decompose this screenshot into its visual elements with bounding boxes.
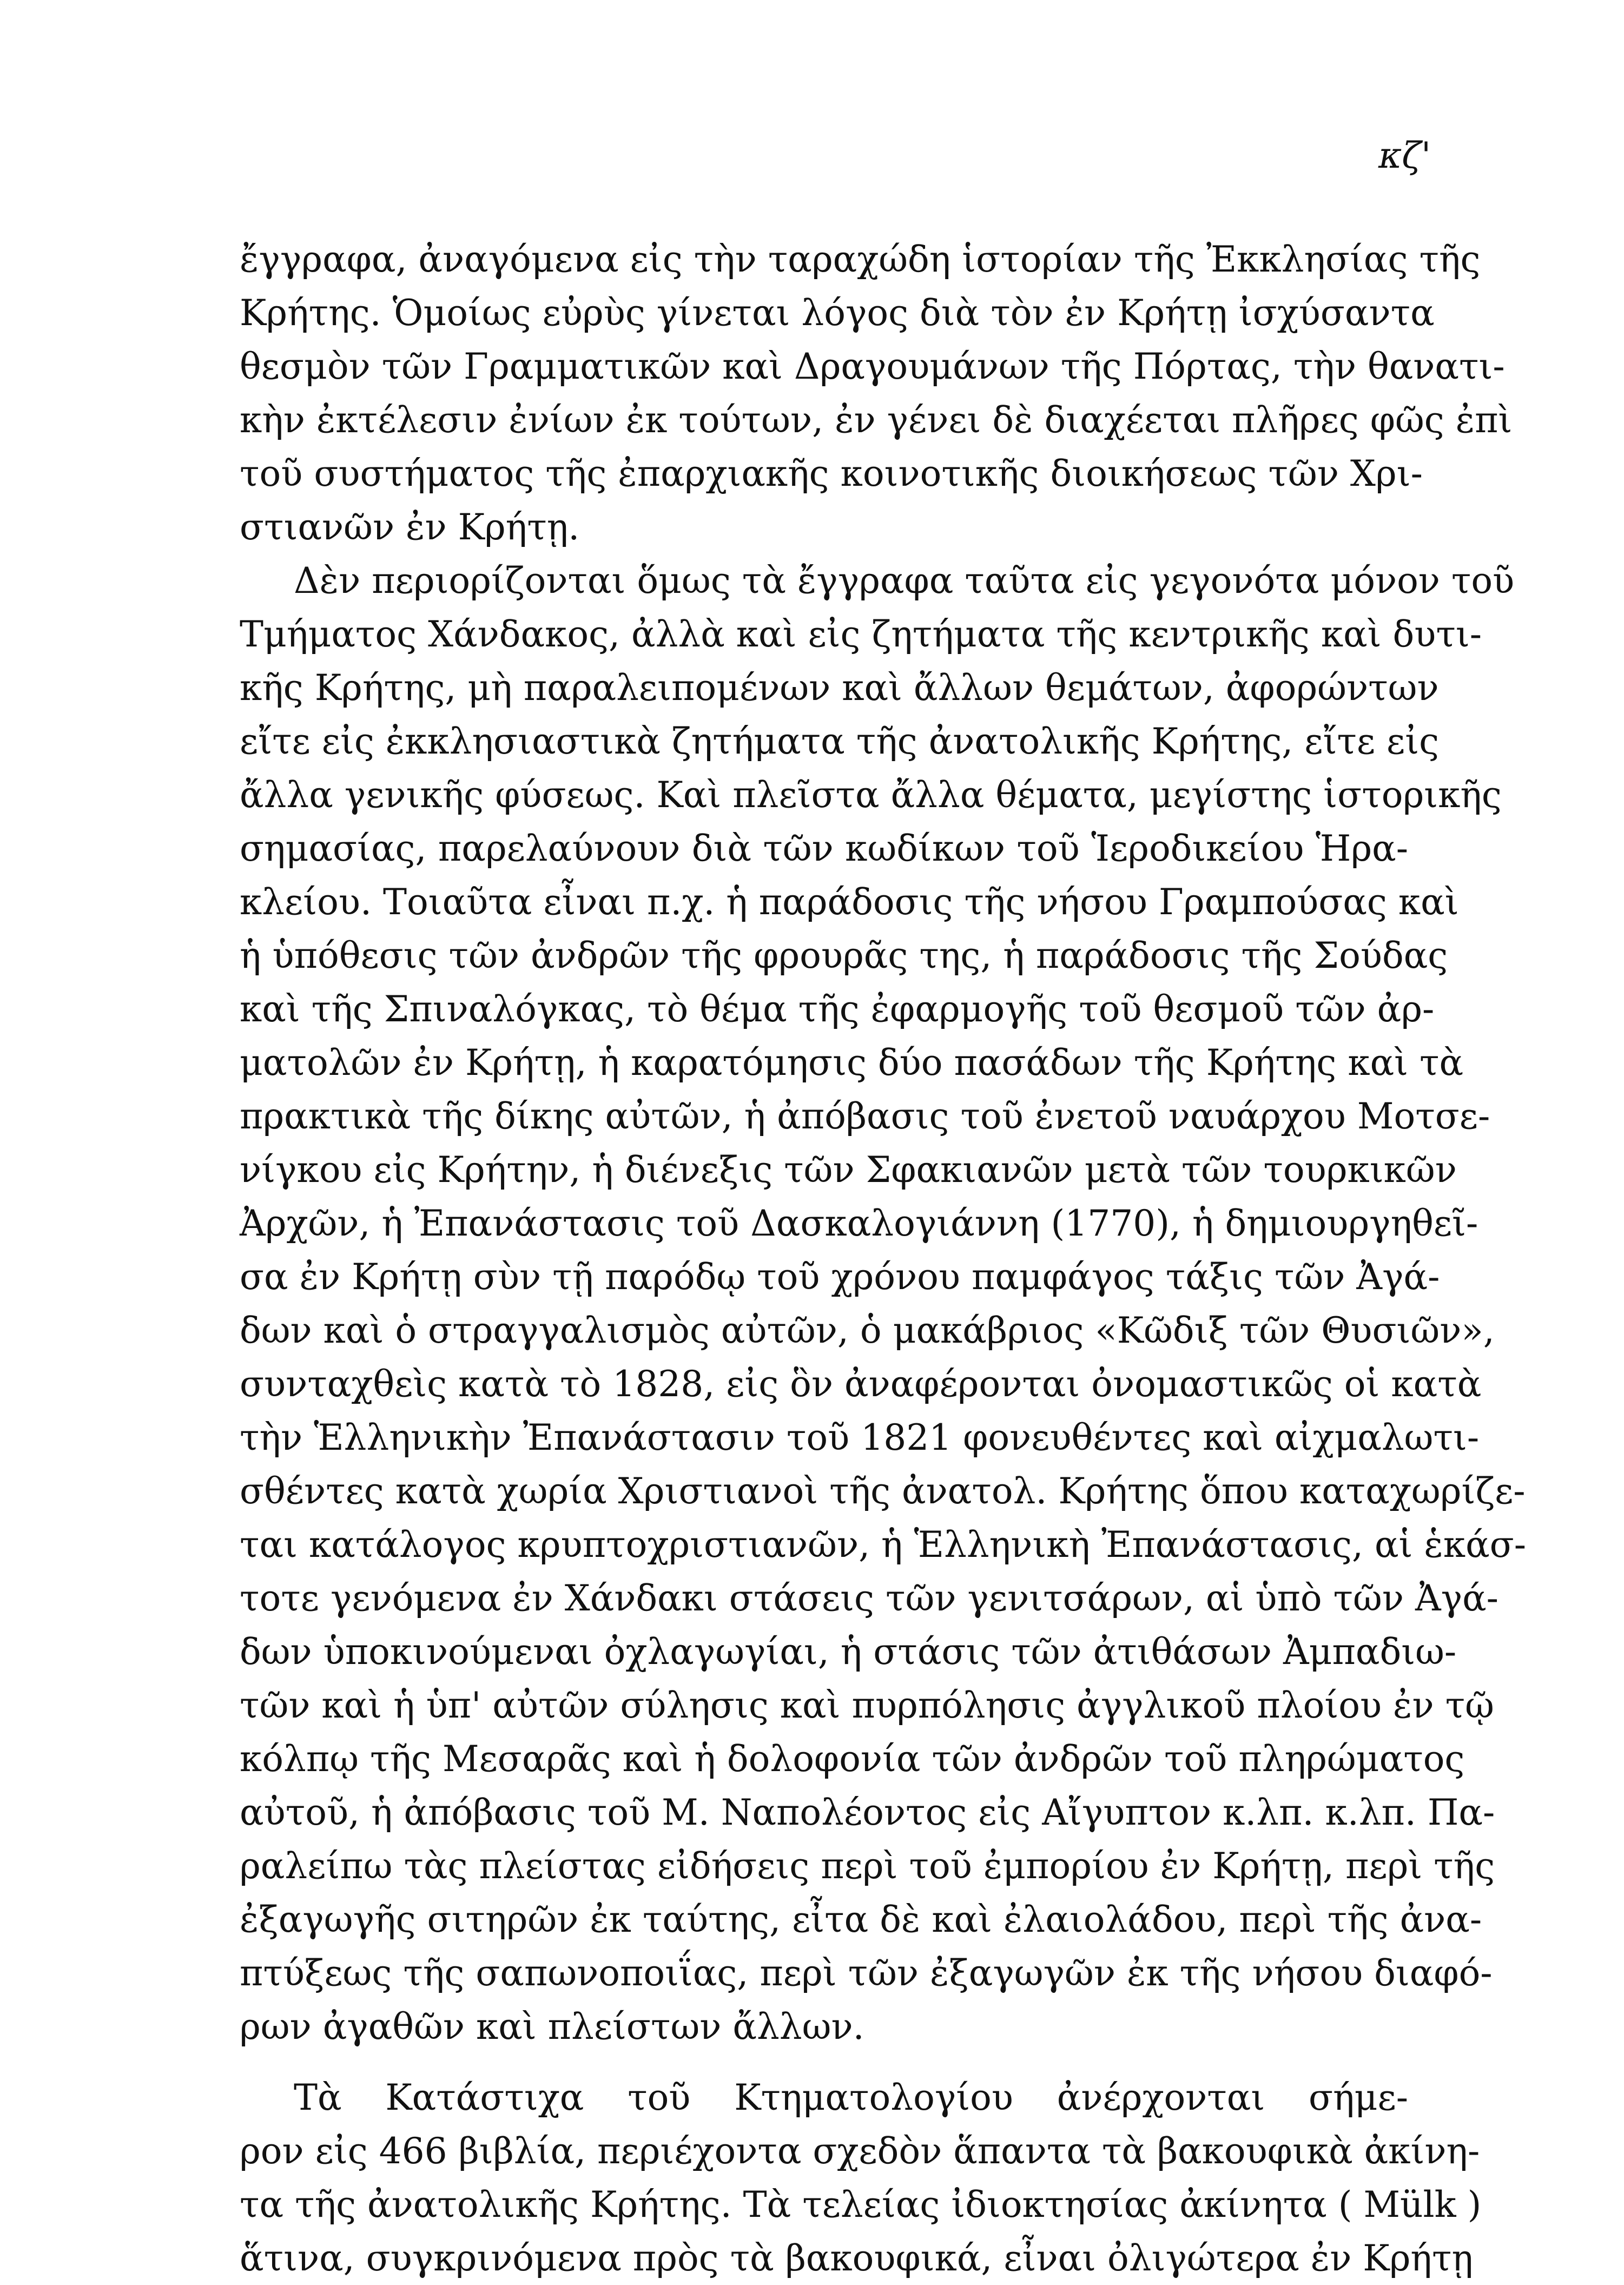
text-line: Τμήματος Χάνδακος, ἀλλὰ καὶ εἰς ζητήματα τῆς κεντρικῆς καὶ δυτι- [240,613,1482,655]
text-line: ἅτινα, συγκρινόμενα πρὸς τὰ βακουφικά, εἶναι ὀλιγώτερα ἐν Κρήτῃ [240,2237,1473,2279]
text-line: ἡ ὑπόθεσις τῶν ἀνδρῶν τῆς φρουρᾶς της, ἡ παράδοσις τῆς Σούδας [240,935,1448,976]
text-line: Τὰ Κατάστιχα τοῦ Κτηματολογίου ἀνέρχονται σήμε- [294,2077,1408,2118]
paragraph [240,554,1526,2053]
text-line: τὴν Ἑλληνικὴν Ἐπανάστασιν τοῦ 1821 φονευθέντες καὶ αἰχμαλωτι- [240,1417,1480,1458]
text-line: τοτε γενόμενα ἐν Χάνδακι στάσεις τῶν γενιτσάρων, αἱ ὑπὸ τῶν Ἀγά- [240,1577,1498,1619]
text-line: καὶ τῆς Σπιναλόγκας, τὸ θέμα τῆς ἐφαρμογῆς τοῦ θεσμοῦ τῶν ἀρ- [240,988,1435,1030]
text-line: κὴν ἐκτέλεσιν ἐνίων ἐκ τούτων, ἐν γένει δὲ διαχέεται πλῆρες φῶς ἐπὶ [240,399,1513,441]
text-line: ματολῶν ἐν Κρήτῃ, ἡ καρατόμησις δύο πασάδων τῆς Κρήτης καὶ τὰ [240,1042,1464,1084]
text-line: εἴτε εἰς ἐκκλησιαστικὰ ζητήματα τῆς ἀνατολικῆς Κρήτης, εἴτε εἰς [240,721,1440,762]
text-line: κλείου. Τοιαῦτα εἶναι π.χ. ἡ παράδοσις τῆς νήσου Γραμπούσας καὶ [240,881,1459,923]
text-line: τοῦ συστήματος τῆς ἐπαρχιακῆς κοινοτικῆς διοικήσεως τῶν Χρι- [240,453,1423,494]
text-line: Κρήτης. Ὁμοίως εὐρὺς γίνεται λόγος διὰ τὸν ἐν Κρήτῃ ἰσχύσαντα [240,292,1435,334]
text-line: αὐτοῦ, ἡ ἀπόβασις τοῦ Μ. Ναπολέοντος εἰς Αἴγυπτον κ.λπ. κ.λπ. Πα- [240,1792,1495,1833]
text-line: ται κατάλογος κρυπτοχριστιανῶν, ἡ Ἑλληνικὴ Ἐπανάστασις, αἱ ἑκάσ- [240,1524,1526,1566]
text-line: ρον εἰς 466 βιβλία, περιέχοντα σχεδὸν ἅπαντα τὰ βακουφικὰ ἀκίνη- [240,2130,1480,2172]
paragraph [240,233,1513,554]
text-line: δων καὶ ὁ στραγγαλισμὸς αὐτῶν, ὁ μακάβριος «Κῶδιξ τῶν Θυσιῶν», [240,1310,1495,1351]
text-line: πτύξεως τῆς σαπωνοποιΐας, περὶ τῶν ἐξαγωγῶν ἐκ τῆς νήσου διαφό- [240,1952,1493,1994]
text-line: σημασίας, παρελαύνουν διὰ τῶν κωδίκων τοῦ Ἱεροδικείου Ἡρα- [240,828,1408,869]
text-line: κῆς Κρήτης, μὴ παραλειπομένων καὶ ἄλλων θεμάτων, ἀφορώντων [240,667,1439,709]
text-line: Δὲν περιορίζονται ὅμως τὰ ἔγγραφα ταῦτα εἰς γεγονότα μόνον τοῦ [294,560,1515,602]
text-line: τα τῆς ἀνατολικῆς Κρήτης. Τὰ τελείας ἰδιοκτησίας ἀκίνητα ( Mülk ) [240,2184,1482,2225]
text-line: ἄλλα γενικῆς φύσεως. Καὶ πλεῖστα ἄλλα θέματα, μεγίστης ἱστορικῆς [240,774,1502,816]
text-line: δων ὑποκινούμεναι ὀχλαγωγίαι, ἡ στάσις τῶν ἀτιθάσων Ἀμπαδιω- [240,1631,1457,1673]
text-line: ρων ἀγαθῶν καὶ πλείστων ἄλλων. [240,2006,864,2048]
page-number: κζ' [1378,135,1431,176]
text-line: τῶν καὶ ἡ ὑπ' αὐτῶν σύλησις καὶ πυρπόλησις ἀγγλικοῦ πλοίου ἐν τῷ [240,1685,1494,1726]
text-line: Ἀρχῶν, ἡ Ἐπανάστασις τοῦ Δασκαλογιάννη (1770), ἡ δημιουργηθεῖ- [240,1203,1478,1244]
text-line: πρακτικὰ τῆς δίκης αὐτῶν, ἡ ἀπόβασις τοῦ ἐνετοῦ ναυάρχου Μοτσε- [240,1095,1490,1137]
text-line: ἐξαγωγῆς σιτηρῶν ἐκ ταύτης, εἶτα δὲ καὶ ἐλαιολάδου, περὶ τῆς ἀνα- [240,1899,1482,1940]
text-line: νίγκου εἰς Κρήτην, ἡ διένεξις τῶν Σφακιανῶν μετὰ τῶν τουρκικῶν [240,1149,1457,1191]
text-line: ραλείπω τὰς πλείστας εἰδήσεις περὶ τοῦ ἐμπορίου ἐν Κρήτῃ, περὶ τῆς [240,1845,1495,1887]
text-line: στιανῶν ἐν Κρήτῃ. [240,506,580,548]
text-line: σθέντες κατὰ χωρία Χριστιανοὶ τῆς ἀνατολ. Κρήτης ὅπου καταχωρίζε- [240,1470,1526,1512]
text-line: ἔγγραφα, ἀναγόμενα εἰς τὴν ταραχώδη ἱστορίαν τῆς Ἐκκλησίας τῆς [240,239,1481,280]
text-line: θεσμὸν τῶν Γραμματικῶν καὶ Δραγουμάνων τῆς Πόρτας, τὴν θανατι- [240,346,1505,387]
text-line: σα ἐν Κρήτῃ σὺν τῇ παρόδῳ τοῦ χρόνου παμφάγος τάξις τῶν Ἀγά- [240,1256,1440,1298]
text-line: κόλπῳ τῆς Μεσαρᾶς καὶ ἡ δολοφονία τῶν ἀνδρῶν τοῦ πληρώματος [240,1738,1465,1780]
paragraph [240,2071,1482,2285]
paragraph-spacer [240,2053,1408,2071]
text-line: συνταχθεὶς κατὰ τὸ 1828, εἰς ὃν ἀναφέρονται ὀνομαστικῶς οἱ κατὰ [240,1363,1482,1405]
body-text [240,233,1526,2285]
